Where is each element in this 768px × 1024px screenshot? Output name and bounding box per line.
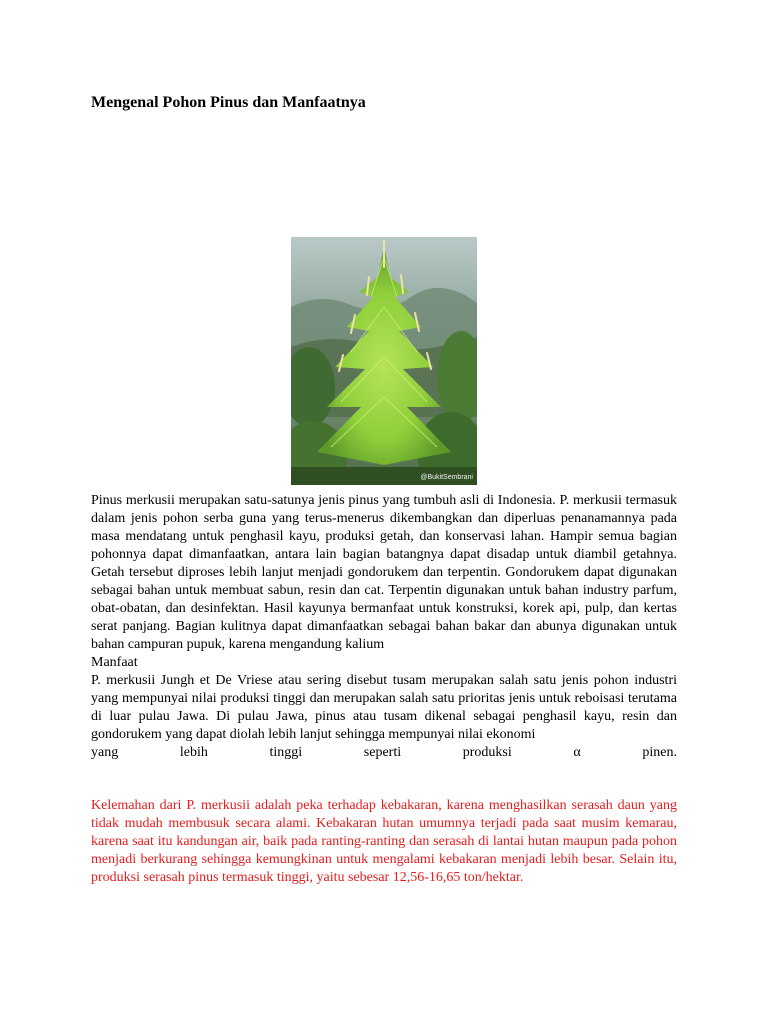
pine-tree-illustration [291,237,477,485]
paragraph-intro: Pinus merkusii merupakan satu-satunya jenis pinus yang tumbuh asli di Indonesia. P. merkusii termasuk dalam jenis pohon serba guna yang terus-menerus dikembangkan dan diperluas penanamannya pada masa mendatang untuk penghasil kayu, produksi getah, dan konservasi lahan. Hampir semua bagian pohonnya dapat dimanfaatkan, antara lain bagian batangnya dapat disadap untuk diambil getahnya. Getah tersebut diproses lebih lanjut menjadi gondorukem dan terpentin. Gondorukem dapat digunakan sebagai bahan untuk membuat sabun, resin dan cat. Terpentin digunakan untuk bahan industry parfum, obat-obatan, dan desinfektan. Hasil kayunya bermanfaat untuk konstruksi, korek api, pulp, dan kertas serat panjang. Bagian kulitnya dapat dimanfaatkan sebagai bahan bakar dan abunya digunakan untuk bahan campuran pupuk, karena mengandung kalium [91,493,677,652]
paragraph-kelemahan: Kelemahan dari P. merkusii adalah peka terhadap kebakaran, karena menghasilkan serasah daun yang tidak mudah membusuk secara alami. Kebakaran hutan umumnya terjadi pada saat musim kemarau, karena saat itu kandungan air, baik pada ranting-ranting dan serasah di lantai hutan maupun pada pohon menjadi berkurang sehingga kemungkinan untuk mengalami kebakaran menjadi lebih besar. Selain itu, produksi serasah pinus termasuk tinggi, yaitu sebesar 12,56-16,65 ton/hektar. [91,798,677,885]
pine-tree-photo [291,237,477,485]
document-title: Mengenal Pohon Pinus dan Manfaatnya [91,94,366,111]
photo-watermark: @BukitSembrani [420,474,473,481]
paragraph-manfaat: P. merkusii Jungh et De Vriese atau sering disebut tusam merupakan salah satu jenis pohon industri yang mempunyai nilai produksi tinggi dan merupakan salah satu prioritas jenis untuk reboisasi terutama di luar pulau Jawa. Di pulau Jawa, pinus atau tusam dikenal sebagai penghasil kayu, resin dan gondorukem yang dapat diolah lebih lanjut sehingga mempunyai nilai ekonomi [91,673,677,742]
paragraph-kelemahan-block [91,797,677,887]
paragraph-manfaat-last-line: yang lebih tinggi seperti produksi α pinen. [91,745,677,760]
section-heading-manfaat: Manfaat [91,655,138,670]
article-body [91,492,677,762]
